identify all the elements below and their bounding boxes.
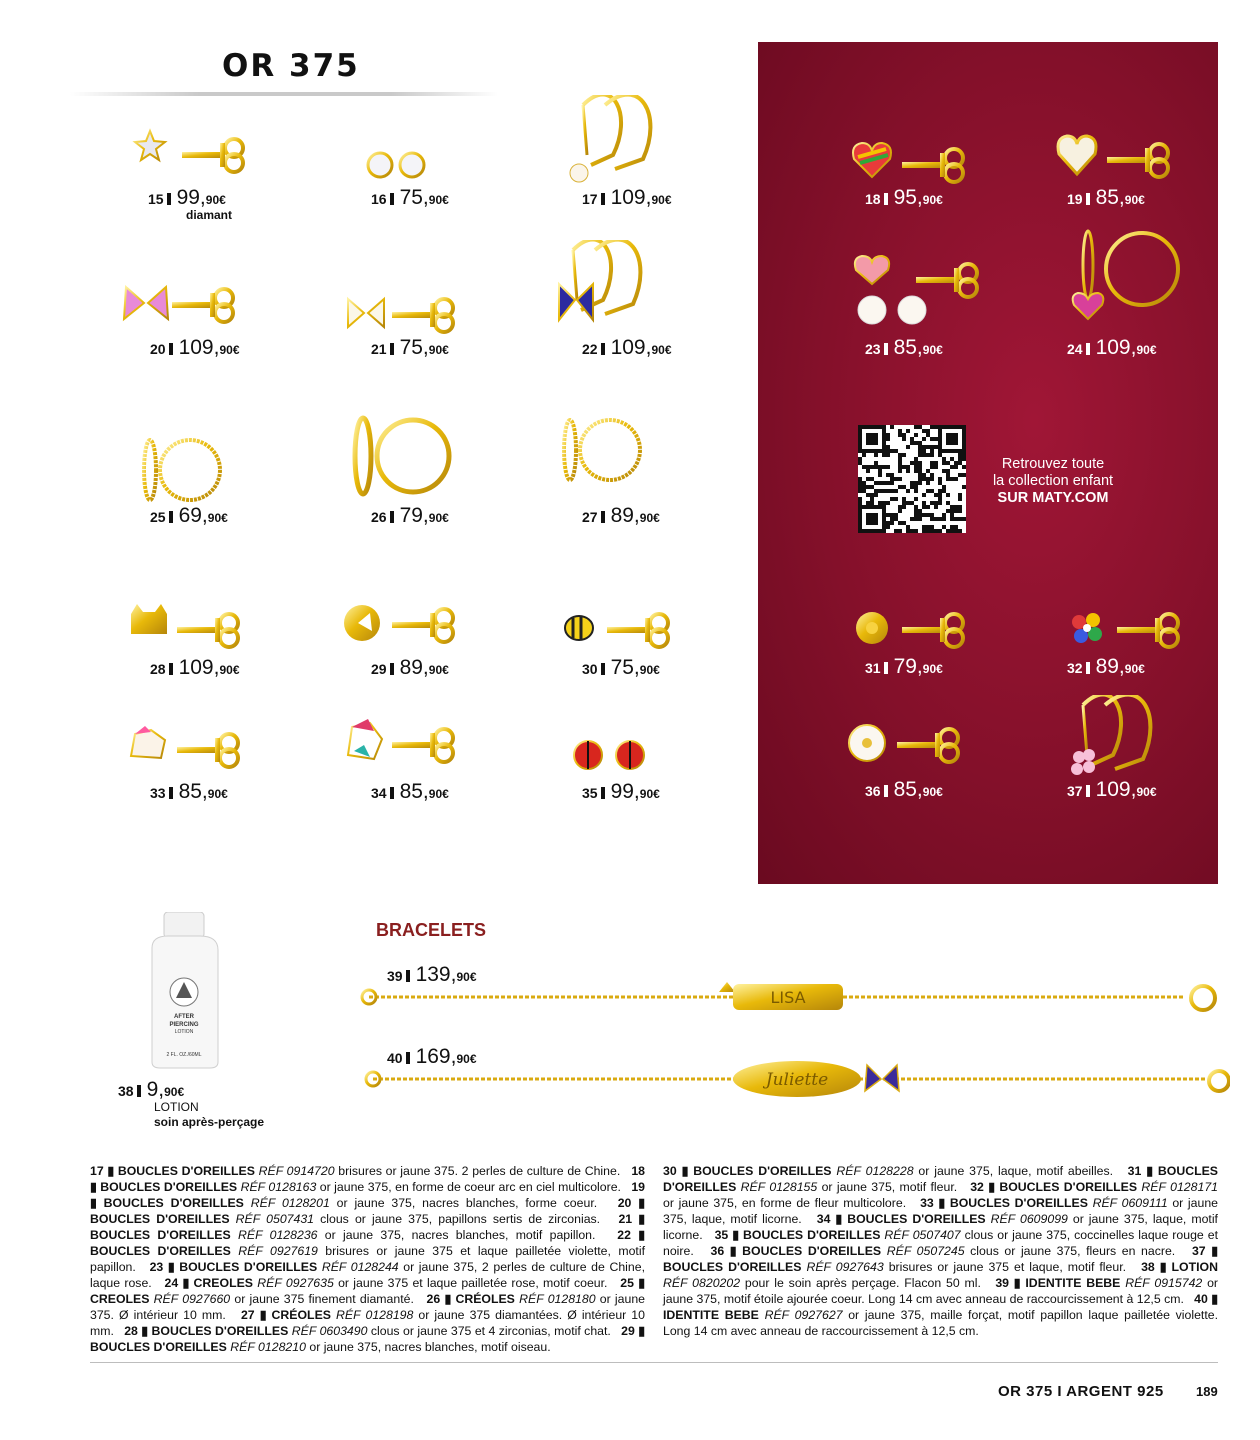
price-euros: 85, <box>399 780 429 803</box>
description-text: or jaune 375, laque, motif licorne. <box>663 1196 1219 1226</box>
description-text: or jaune 375 finement diamanté. <box>230 1292 414 1306</box>
price-cents: 90 <box>639 511 654 525</box>
price-cents: 90 <box>456 1052 470 1066</box>
description-text: or jaune 375, maille forçat, motif papillon laque pailletée violette. Long 14 cm avec anneau de raccourcissement à 12,5 cm. <box>663 1308 1218 1338</box>
description-ref: RÉF 0927660 <box>153 1292 231 1306</box>
price-euros: 89, <box>399 656 429 679</box>
price-euros: 109, <box>178 336 220 359</box>
item-number: 17 <box>582 191 598 207</box>
item-number: 24 <box>1067 341 1083 357</box>
price-euros: 85, <box>1095 186 1125 209</box>
description-ref: RÉF 0927627 <box>764 1308 843 1322</box>
price-cents: 90 <box>1124 193 1139 207</box>
price-currency: € <box>936 662 943 676</box>
price-15 <box>148 186 226 210</box>
description-number: 29 <box>621 1324 635 1338</box>
price-currency: € <box>177 1085 185 1099</box>
item-30-image[interactable] <box>555 600 725 710</box>
item-number: 40 <box>387 1050 403 1066</box>
description-number: 17 <box>90 1164 104 1178</box>
item-number: 22 <box>582 341 598 357</box>
description-text: or jaune 375, en forme de fleur multicolore. <box>663 1196 907 1210</box>
price-euros: 85, <box>893 336 923 359</box>
price-cents: 90 <box>428 663 443 677</box>
description-22: 22 ▮ BOUCLES D'OREILLES RÉF 0927619 brisures or jaune 375 et laque pailletée violette, motif papillon. <box>90 1228 645 1274</box>
price-cents: 90 <box>639 787 654 801</box>
description-number: 25 <box>620 1276 634 1290</box>
price-euros: 169, <box>415 1045 457 1068</box>
description-number: 36 <box>710 1244 725 1258</box>
description-text: clous or jaune 375 et 4 zirconias, motif chat. <box>367 1324 611 1338</box>
bracelet-39-image <box>355 978 1225 1018</box>
lotion-sublabel: soin après-perçage <box>154 1115 265 1129</box>
price-30 <box>582 656 660 680</box>
price-31 <box>865 655 943 679</box>
item-number: 32 <box>1067 660 1083 676</box>
description-number: 39 <box>995 1276 1009 1290</box>
description-number: 40 <box>1194 1292 1208 1306</box>
description-number: 38 <box>1141 1260 1155 1274</box>
price-currency: € <box>1149 343 1157 357</box>
bottle-volume: 2 FL. OZ./60ML <box>166 1052 202 1058</box>
price-26 <box>371 504 449 528</box>
page-title: OR 375 <box>222 48 360 84</box>
price-currency: € <box>936 343 943 357</box>
price-cents: 90 <box>219 663 233 677</box>
description-number: 34 <box>816 1212 831 1226</box>
description-product: BOUCLES D'OREILLES <box>743 1228 881 1242</box>
item-34-image[interactable] <box>340 715 510 825</box>
price-euros: 109, <box>610 336 652 359</box>
description-ref: RÉF 0507245 <box>886 1244 965 1258</box>
price-currency: € <box>664 193 672 207</box>
price-euros: 95, <box>893 186 923 209</box>
description-product: CREOLES <box>193 1276 253 1290</box>
description-ref: RÉF 0128155 <box>740 1180 818 1194</box>
item-number: 37 <box>1067 783 1083 799</box>
price-euros: 75, <box>399 186 429 209</box>
item-number: 15 <box>148 191 164 207</box>
description-34: 34 ▮ BOUCLES D'OREILLES RÉF 0609099 or jaune 375, laque, motif licorne. <box>663 1212 1218 1242</box>
description-31: 31 ▮ BOUCLES D'OREILLES RÉF 0128155 or jaune 375, motif fleur. <box>663 1164 1218 1194</box>
price-cents: 90 <box>651 193 665 207</box>
description-ref: RÉF 0128171 <box>1141 1180 1219 1194</box>
price-17 <box>582 186 672 210</box>
price-currency: € <box>442 343 449 357</box>
description-number: 27 <box>240 1308 255 1322</box>
item-number: 30 <box>582 661 598 677</box>
promo-link[interactable]: SUR MATY.COM <box>997 490 1109 506</box>
description-number: 28 <box>124 1324 138 1338</box>
promo-line-2: la collection enfant <box>992 473 1114 489</box>
description-ref: RÉF 0128163 <box>240 1180 317 1194</box>
description-number: 23 <box>149 1260 164 1274</box>
qr-code[interactable] <box>858 425 966 533</box>
price-currency: € <box>232 343 240 357</box>
description-number: 26 <box>426 1292 441 1306</box>
description-36: 36 ▮ BOUCLES D'OREILLES RÉF 0507245 clous or jaune 375, fleurs en nacre. <box>710 1244 1176 1258</box>
description-35: 35 ▮ BOUCLES D'OREILLES RÉF 0507407 clous or jaune 375, coccinelles laque rouge et noire. <box>663 1228 1218 1258</box>
description-30: 30 ▮ BOUCLES D'OREILLES RÉF 0128228 or jaune 375, laque, motif abeilles. <box>663 1164 1114 1178</box>
description-product: BOUCLES D'OREILLES <box>100 1180 238 1194</box>
description-26: 26 ▮ CRÉOLES RÉF 0128180 or jaune 375. Ø intérieur 10 mm. <box>90 1292 646 1322</box>
page-number: 189 <box>1196 1384 1218 1399</box>
price-cents: 90 <box>922 193 937 207</box>
description-number: 37 <box>1191 1244 1206 1258</box>
price-currency: € <box>442 787 449 801</box>
price-currency: € <box>936 193 943 207</box>
price-currency: € <box>219 193 226 207</box>
description-product: IDENTITE BEBE <box>663 1308 759 1322</box>
description-text: or jaune 375 et laque pailletée rose, motif coeur. <box>333 1276 608 1290</box>
description-ref: RÉF 0927635 <box>257 1276 334 1290</box>
description-number: 20 <box>617 1196 632 1210</box>
price-29 <box>371 656 449 680</box>
price-currency: € <box>469 970 477 984</box>
description-text: or jaune 375 diamantées. Ø intérieur 10 mm. <box>90 1308 645 1338</box>
price-currency: € <box>221 787 228 801</box>
price-euros: 89, <box>610 504 640 527</box>
price-currency: € <box>653 663 660 677</box>
item-number: 19 <box>1067 191 1083 207</box>
engraving-lisa: LISA <box>770 988 806 1007</box>
price-euros: 75, <box>399 336 429 359</box>
item-number: 18 <box>865 191 881 207</box>
item-29-image[interactable] <box>340 595 510 705</box>
description-33: 33 ▮ BOUCLES D'OREILLES RÉF 0609111 or jaune 375, laque, motif licorne. <box>663 1196 1219 1226</box>
price-euros: 109, <box>610 186 652 209</box>
description-product: BOUCLES D'OREILLES <box>949 1196 1088 1210</box>
price-currency: € <box>442 663 449 677</box>
description-number: 21 <box>618 1212 633 1226</box>
item-number: 29 <box>371 661 387 677</box>
price-currency: € <box>442 193 449 207</box>
item-number: 35 <box>582 785 598 801</box>
description-ref: RÉF 0915742 <box>1125 1276 1203 1290</box>
description-ref: RÉF 0128198 <box>336 1308 414 1322</box>
price-38 <box>118 1078 184 1102</box>
price-18 <box>865 186 943 210</box>
description-28: 28 ▮ BOUCLES D'OREILLES RÉF 0603490 clous or jaune 375 et 4 zirconias, motif chat. <box>124 1324 611 1338</box>
lotion-label: LOTION <box>154 1100 199 1114</box>
item-15-note: diamant <box>186 208 233 222</box>
bottle-text-2: PIERCING <box>169 1022 199 1028</box>
item-36-image[interactable] <box>845 715 1015 825</box>
description-number: 32 <box>970 1180 984 1194</box>
price-16 <box>371 186 449 210</box>
price-cents: 90 <box>428 343 443 357</box>
item-24-image[interactable] <box>1070 225 1240 335</box>
price-currency: € <box>469 1052 477 1066</box>
description-20: 20 ▮ BOUCLES D'OREILLES RÉF 0507431 clous or jaune 375, papillons sertis de zirconias. <box>90 1196 646 1226</box>
description-product: BOUCLES D'OREILLES <box>847 1212 986 1226</box>
price-cents: 90 <box>922 343 937 357</box>
price-25 <box>150 504 228 528</box>
price-euros: 109, <box>1095 336 1137 359</box>
description-40: 40 ▮ IDENTITE BEBE RÉF 0927627 or jaune 375, maille forçat, motif papillon laque pailletée violette. Long 14 cm avec anneau de raccourcissement à 12,5 cm. <box>663 1292 1219 1338</box>
footer-divider <box>90 1362 1218 1363</box>
description-ref: RÉF 0128201 <box>250 1196 330 1210</box>
description-number: 24 <box>164 1276 179 1290</box>
price-euros: 79, <box>399 504 429 527</box>
item-number: 33 <box>150 785 166 801</box>
price-32 <box>1067 655 1145 679</box>
description-text: or jaune 375, nacres blanches, motif papillon. <box>317 1228 596 1242</box>
description-ref: RÉF 0128236 <box>237 1228 318 1242</box>
description-number: 33 <box>920 1196 934 1210</box>
description-product: CREOLES <box>90 1292 150 1306</box>
price-cents: 90 <box>456 970 470 984</box>
price-cents: 90 <box>219 343 233 357</box>
item-number: 27 <box>582 509 598 525</box>
description-17: 17 ▮ BOUCLES D'OREILLES RÉF 0914720 brisures or jaune 375. 2 perles de culture de Chine. <box>90 1164 621 1178</box>
item-number: 31 <box>865 660 881 676</box>
item-28-image[interactable] <box>125 600 295 710</box>
description-32: 32 ▮ BOUCLES D'OREILLES RÉF 0128171 or jaune 375, en forme de fleur multicolore. <box>663 1180 1219 1210</box>
description-number: 22 <box>617 1228 631 1242</box>
description-number: 18 <box>631 1164 645 1178</box>
description-27: 27 ▮ CRÉOLES RÉF 0128198 or jaune 375 diamantées. Ø intérieur 10 mm. <box>90 1308 645 1338</box>
description-text: or jaune 375, laque, motif licorne. <box>663 1212 1218 1242</box>
description-text: or jaune 375, laque, motif abeilles. <box>913 1164 1114 1178</box>
item-number: 38 <box>118 1083 134 1099</box>
description-product: BOUCLES D'OREILLES <box>117 1164 255 1178</box>
description-text: clous or jaune 375, fleurs en nacre. <box>964 1244 1176 1258</box>
description-21: 21 ▮ BOUCLES D'OREILLES RÉF 0128236 or jaune 375, nacres blanches, motif papillon. <box>90 1212 646 1242</box>
description-text: or jaune 375, en forme de coeur arc en ciel multicolore. <box>316 1180 621 1194</box>
price-cents: 90 <box>1136 785 1150 799</box>
description-ref: RÉF 0128210 <box>230 1340 306 1354</box>
description-18: 18 ▮ BOUCLES D'OREILLES RÉF 0128163 or jaune 375, en forme de coeur arc en ciel multicolore. <box>90 1164 645 1194</box>
description-text: brisures or jaune 375. 2 perles de culture de Chine. <box>334 1164 621 1178</box>
description-product: BOUCLES D'OREILLES <box>179 1260 318 1274</box>
description-text: or jaune 375, nacres blanches, forme coeur. <box>329 1196 598 1210</box>
price-euros: 9, <box>146 1078 165 1101</box>
price-cents: 90 <box>922 662 937 676</box>
description-product: BOUCLES D'OREILLES <box>90 1228 231 1242</box>
item-number: 26 <box>371 509 387 525</box>
description-product: BOUCLES D'OREILLES <box>693 1164 832 1178</box>
price-23 <box>865 336 943 360</box>
description-text: brisures or jaune 375 et laque, motif fleur. <box>883 1260 1127 1274</box>
price-currency: € <box>442 511 449 525</box>
bracelets-title: BRACELETS <box>376 920 487 940</box>
price-20 <box>150 336 240 360</box>
description-ref: RÉF 0820202 <box>663 1276 741 1290</box>
item-number: 21 <box>371 341 387 357</box>
item-22-image[interactable] <box>555 240 725 350</box>
description-product: CRÉOLES <box>271 1308 331 1322</box>
description-ref: RÉF 0128180 <box>519 1292 596 1306</box>
price-euros: 139, <box>415 963 457 986</box>
title-divider <box>70 92 498 96</box>
price-euros: 75, <box>610 656 640 679</box>
description-text: pour le soin après perçage. Flacon 50 ml. <box>740 1276 981 1290</box>
item-number: 25 <box>150 509 166 525</box>
price-27 <box>582 504 660 528</box>
price-cents: 90 <box>164 1085 178 1099</box>
price-cents: 90 <box>639 663 654 677</box>
description-text: brisures or jaune 375 et laque pailletée violette, motif papillon. <box>90 1244 645 1274</box>
item-number: 20 <box>150 341 166 357</box>
description-29: 29 ▮ BOUCLES D'OREILLES RÉF 0128210 or jaune 375, nacres blanches, motif oiseau. <box>90 1324 646 1354</box>
price-cents: 90 <box>428 787 443 801</box>
description-product: BOUCLES D'OREILLES <box>103 1196 244 1210</box>
price-34 <box>371 780 449 804</box>
description-product: CRÉOLES <box>455 1292 515 1306</box>
price-22 <box>582 336 672 360</box>
description-ref: RÉF 0128244 <box>321 1260 399 1274</box>
price-euros: 99, <box>610 780 640 803</box>
description-19: 19 ▮ BOUCLES D'OREILLES RÉF 0128201 or jaune 375, nacres blanches, forme coeur. <box>90 1180 646 1210</box>
description-23: 23 ▮ BOUCLES D'OREILLES RÉF 0128244 or jaune 375, 2 perles de culture de Chine, laque rose. <box>90 1260 645 1290</box>
description-ref: RÉF 0507431 <box>235 1212 315 1226</box>
description-38: 38 ▮ LOTION RÉF 0820202 pour le soin après perçage. Flacon 50 ml. <box>663 1260 1218 1290</box>
description-product: BOUCLES D'OREILLES <box>742 1244 882 1258</box>
description-text: or jaune 375. Ø intérieur 10 mm. <box>90 1292 646 1322</box>
price-cents: 90 <box>651 343 665 357</box>
description-24: 24 ▮ CREOLES RÉF 0927635 or jaune 375 et laque pailletée rose, motif coeur. <box>164 1276 608 1290</box>
description-number: 35 <box>714 1228 729 1242</box>
lotion-bottle-image <box>138 912 238 1072</box>
description-product: BOUCLES D'OREILLES <box>90 1212 230 1226</box>
price-35 <box>582 780 660 804</box>
price-euros: 89, <box>1095 655 1125 678</box>
price-euros: 99, <box>176 186 206 209</box>
promo-line-1: Retrouvez toute <box>1001 456 1105 472</box>
price-cents: 90 <box>207 787 222 801</box>
footer-section: OR 375 I ARGENT 925 <box>998 1383 1164 1400</box>
item-number: 34 <box>371 785 387 801</box>
price-cents: 90 <box>428 511 443 525</box>
description-text: or jaune 375, motif fleur. <box>817 1180 958 1194</box>
description-product: BOUCLES D'OREILLES <box>663 1260 802 1274</box>
description-ref: RÉF 0927619 <box>238 1244 318 1258</box>
price-33 <box>150 780 228 804</box>
price-cents: 90 <box>1136 343 1150 357</box>
price-cents: 90 <box>1124 662 1139 676</box>
price-cents: 90 <box>428 193 443 207</box>
description-ref: RÉF 0609111 <box>1092 1196 1168 1210</box>
price-cents: 90 <box>207 511 222 525</box>
bottle-text-1: AFTER <box>174 1014 194 1020</box>
price-euros: 79, <box>893 655 923 678</box>
price-currency: € <box>936 785 943 799</box>
bracelet-40-image <box>355 1055 1230 1105</box>
description-text: clous or jaune 375, coccinelles laque rouge et noire. <box>663 1228 1218 1258</box>
description-product: BOUCLES D'OREILLES <box>999 1180 1138 1194</box>
description-product: LOTION <box>1171 1260 1218 1274</box>
description-ref: RÉF 0927643 <box>806 1260 884 1274</box>
price-currency: € <box>653 511 660 525</box>
price-currency: € <box>1138 193 1145 207</box>
description-product: BOUCLES D'OREILLES <box>663 1164 1218 1194</box>
description-text: clous or jaune 375, papillons sertis de zirconias. <box>314 1212 601 1226</box>
price-19 <box>1067 186 1145 210</box>
description-number: 30 <box>663 1164 677 1178</box>
price-euros: 85, <box>178 780 208 803</box>
price-36 <box>865 778 943 802</box>
description-text: or jaune 375, motif étoile ajourée coeur. Long 14 cm avec anneau de raccourcissement à 12,5 cm. <box>663 1276 1219 1306</box>
price-currency: € <box>1138 662 1145 676</box>
description-text: or jaune 375, nacres blanches, motif oiseau. <box>305 1340 551 1354</box>
price-cents: 90 <box>922 785 937 799</box>
price-24 <box>1067 336 1157 360</box>
description-ref: RÉF 0603490 <box>291 1324 368 1338</box>
price-currency: € <box>1149 785 1157 799</box>
item-number: 16 <box>371 191 387 207</box>
description-ref: RÉF 0914720 <box>258 1164 335 1178</box>
price-37 <box>1067 778 1157 802</box>
description-product: BOUCLES D'OREILLES <box>151 1324 289 1338</box>
item-19-image[interactable] <box>1055 130 1225 240</box>
description-product: IDENTITE BEBE <box>1025 1276 1121 1290</box>
description-number: 31 <box>1127 1164 1142 1178</box>
price-cents: 90 <box>205 193 220 207</box>
engraving-juliette: Juliette <box>765 1070 829 1090</box>
item-number: 28 <box>150 661 166 677</box>
description-25: 25 ▮ CREOLES RÉF 0927660 or jaune 375 finement diamanté. <box>90 1276 646 1306</box>
description-number: 19 <box>631 1180 646 1194</box>
price-currency: € <box>232 663 240 677</box>
description-text: or jaune 375, 2 perles de culture de Chine, laque rose. <box>90 1260 645 1290</box>
description-product: BOUCLES D'OREILLES <box>90 1244 231 1258</box>
price-currency: € <box>664 343 672 357</box>
bottle-text-3: LOTION <box>174 1029 194 1035</box>
price-21 <box>371 336 449 360</box>
price-euros: 85, <box>893 778 923 801</box>
price-euros: 109, <box>1095 778 1137 801</box>
description-column-1 <box>90 1163 645 1355</box>
item-20-image[interactable] <box>120 275 290 385</box>
item-number: 39 <box>387 968 403 984</box>
item-33-image[interactable] <box>125 720 295 830</box>
description-ref: RÉF 0609099 <box>990 1212 1068 1226</box>
description-39: 39 ▮ IDENTITE BEBE RÉF 0915742 or jaune 375, motif étoile ajourée coeur. Long 14 cm avec anneau de raccourcissement à 12,5 cm. <box>663 1276 1219 1306</box>
price-euros: 109, <box>178 656 220 679</box>
description-37: 37 ▮ BOUCLES D'OREILLES RÉF 0927643 brisures or jaune 375 et laque, motif fleur. <box>663 1244 1219 1274</box>
description-ref: RÉF 0128228 <box>836 1164 914 1178</box>
description-ref: RÉF 0507407 <box>884 1228 961 1242</box>
item-number: 36 <box>865 783 881 799</box>
description-column-2 <box>663 1163 1218 1339</box>
price-currency: € <box>221 511 228 525</box>
item-number: 23 <box>865 341 881 357</box>
price-28 <box>150 656 240 680</box>
price-euros: 69, <box>178 504 208 527</box>
promo-text <box>978 456 1128 507</box>
price-currency: € <box>653 787 660 801</box>
description-product: BOUCLES D'OREILLES <box>90 1340 227 1354</box>
